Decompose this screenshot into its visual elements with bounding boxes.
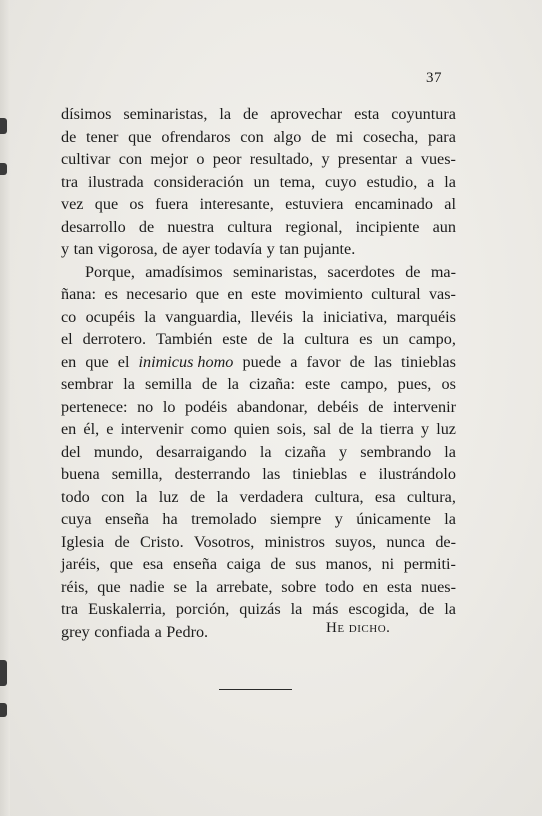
word: este — [222, 330, 248, 348]
binding-mark — [0, 118, 7, 134]
word: de — [368, 397, 384, 416]
text-line — [61, 418, 456, 441]
word: el — [117, 352, 130, 371]
word: del — [61, 442, 81, 461]
word: a — [290, 352, 298, 371]
word: aprovechar — [270, 105, 343, 123]
word: de- — [435, 532, 456, 551]
word: y — [61, 240, 70, 258]
word: e — [359, 465, 367, 483]
word: ilustrada — [88, 172, 144, 191]
word: ma- — [430, 262, 456, 281]
word: la — [219, 105, 232, 123]
word: campo, — [340, 375, 388, 393]
word: Porque, — [85, 262, 135, 281]
word: cuyo — [325, 172, 357, 191]
word: de — [257, 330, 273, 348]
word: consideración — [153, 172, 244, 191]
word: de — [270, 555, 286, 573]
closing-rule — [219, 689, 292, 690]
text-line — [61, 103, 456, 126]
word: cosecha, — [362, 127, 419, 146]
text-line — [61, 508, 456, 531]
word: que — [97, 577, 121, 596]
word: cuya — [61, 510, 92, 528]
word: la — [195, 577, 208, 596]
word: buena — [61, 465, 100, 483]
word: estudio, — [366, 172, 418, 191]
word: a — [154, 622, 162, 641]
signature-text: He dicho. — [326, 620, 391, 636]
word: se — [173, 577, 187, 596]
word: Euskalerria, — [88, 600, 166, 618]
text-line — [61, 463, 456, 486]
word: a — [405, 150, 413, 168]
word: de — [243, 105, 259, 123]
word: él, — [83, 420, 100, 438]
word: este — [251, 285, 277, 303]
word: desarraigando — [155, 442, 247, 461]
word: de — [201, 375, 218, 393]
text-line — [61, 621, 456, 644]
word: las — [262, 465, 281, 483]
word: Iglesia — [61, 532, 105, 551]
text-line — [61, 126, 456, 149]
word: la — [282, 330, 295, 348]
word: incipiente — [355, 217, 420, 236]
word: que — [128, 127, 152, 146]
word: tener — [86, 127, 119, 146]
text-line — [61, 351, 456, 374]
word: o — [196, 150, 205, 168]
word: la — [123, 375, 135, 393]
word: nuestra — [167, 217, 215, 236]
word: en — [61, 420, 77, 438]
word: permiti- — [403, 555, 456, 573]
word: con — [240, 127, 264, 146]
word: y — [420, 420, 430, 438]
word: cizaña — [284, 442, 326, 461]
word: la — [227, 375, 239, 393]
word: esta — [354, 105, 380, 123]
text-line — [61, 396, 456, 419]
signature — [326, 620, 390, 637]
word: tra — [61, 600, 79, 618]
word: cizaña: — [249, 375, 295, 393]
word: luz — [158, 487, 179, 506]
word: con — [118, 150, 143, 168]
word: tan — [73, 240, 94, 258]
word: sobre — [281, 577, 317, 596]
word: puede — [242, 352, 282, 371]
word: movimiento — [284, 285, 363, 303]
word: en — [61, 352, 77, 371]
binding-mark — [0, 703, 7, 717]
word: la — [135, 487, 148, 506]
word: únicamente — [356, 510, 431, 528]
word: en — [227, 285, 243, 303]
word: vas- — [428, 285, 456, 303]
word: ayer — [182, 240, 210, 258]
word: como — [190, 420, 227, 438]
word: seminaristas, — [123, 105, 208, 123]
text-line — [61, 193, 456, 216]
word: la — [302, 307, 314, 326]
word: e — [106, 420, 114, 438]
word: necesario — [126, 285, 188, 303]
word: tinieblas — [292, 465, 348, 483]
word: porción, — [175, 600, 230, 618]
word: que — [109, 555, 134, 573]
text-line — [61, 486, 456, 509]
word: la — [444, 172, 456, 191]
word: tema, — [279, 172, 316, 191]
word: verdadera — [239, 487, 304, 506]
word: ilustrándolo — [378, 465, 456, 483]
word: de — [61, 127, 77, 146]
word: resultado, — [249, 150, 314, 168]
word: la — [259, 442, 272, 461]
word: las — [374, 352, 392, 371]
word: esta — [386, 577, 413, 596]
word: algo — [273, 127, 302, 146]
word: regional, — [285, 217, 343, 236]
word: Pedro. — [166, 622, 209, 641]
word: tierra — [379, 420, 414, 438]
word: sus — [295, 555, 316, 573]
word: y — [321, 150, 330, 168]
word: de — [311, 127, 327, 146]
page-number: 37 — [426, 70, 442, 86]
word: vigorosa, — [97, 240, 158, 258]
word: Vosotros, — [193, 532, 255, 551]
word: quizás — [239, 600, 281, 618]
word: manos, — [325, 555, 372, 573]
word: pues, — [397, 375, 432, 393]
word: co — [61, 307, 77, 326]
text-line — [61, 283, 456, 306]
word: la — [290, 600, 303, 618]
word: aun — [432, 217, 456, 236]
word: en — [362, 577, 379, 596]
text-line — [61, 306, 456, 329]
word: jaréis, — [61, 555, 101, 573]
binding-mark — [0, 660, 7, 686]
word: cultura, — [406, 487, 456, 506]
word: iniciativa, — [323, 307, 388, 326]
text-line — [61, 531, 456, 554]
word: ofrendaros — [161, 127, 231, 146]
text-line — [61, 373, 456, 396]
word: que — [94, 195, 119, 213]
word: más — [312, 600, 339, 618]
word: arrebate, — [216, 577, 273, 596]
word: de — [162, 240, 178, 258]
word: presentar — [337, 150, 398, 168]
word: fuera — [155, 195, 189, 213]
text-line — [61, 261, 456, 284]
word: todavía — [214, 240, 263, 258]
word: de — [405, 262, 421, 281]
word: derrotero. — [82, 330, 146, 348]
word: a — [427, 172, 435, 191]
text-line — [61, 328, 456, 351]
word: la — [444, 442, 456, 461]
word: que — [195, 285, 220, 303]
word: os — [441, 375, 456, 393]
word: esa — [142, 555, 164, 573]
word: coyuntura — [391, 105, 456, 123]
word: luz — [436, 420, 456, 438]
word: esa — [374, 487, 396, 506]
word: enseña — [104, 510, 149, 528]
word: debéis — [317, 397, 359, 416]
word: la — [144, 307, 156, 326]
word: ministros — [264, 532, 325, 551]
word: quien — [233, 420, 270, 438]
word: estuviera — [285, 195, 344, 213]
word: todo — [325, 577, 354, 596]
word: tinieblas — [401, 352, 456, 371]
word: pujante. — [303, 240, 356, 258]
text-line — [61, 598, 456, 621]
word: nues- — [420, 577, 456, 596]
word: vanguardia, — [165, 307, 242, 326]
word: al — [444, 195, 456, 213]
word: mundo, — [93, 442, 143, 461]
word: la — [360, 420, 373, 438]
word: cultural — [371, 285, 421, 303]
word: escogida, — [348, 600, 410, 618]
word: el — [61, 330, 73, 348]
text-line — [61, 238, 456, 261]
word: mejor — [150, 150, 189, 168]
word: que — [85, 352, 109, 371]
word: os — [129, 195, 144, 213]
word: de — [138, 217, 155, 236]
word: semilla — [145, 375, 192, 393]
word: no — [137, 397, 154, 416]
word: intervenir — [120, 420, 184, 438]
word: un — [253, 172, 270, 191]
word: de — [349, 352, 365, 371]
word: cultivar — [61, 150, 111, 168]
word: peor — [212, 150, 242, 168]
word: de — [114, 532, 130, 551]
word: mi — [336, 127, 354, 146]
word: confiada — [94, 622, 151, 641]
word: cultura — [304, 330, 350, 348]
word: Cristo. — [140, 532, 184, 551]
word: lo — [162, 397, 176, 416]
word: vez — [61, 195, 84, 213]
word: la — [444, 510, 456, 528]
word: amadísimos — [145, 262, 223, 281]
word: caiga — [226, 555, 261, 573]
word: ñana: — [61, 285, 97, 303]
text-line — [61, 216, 456, 239]
text-line — [61, 441, 456, 464]
word: intervenir — [393, 397, 456, 416]
italic-word: inimicus homo — [138, 352, 234, 371]
text-line — [61, 576, 456, 599]
word: cultura — [227, 217, 273, 236]
word: marquéis — [396, 307, 456, 326]
binding-mark — [0, 163, 7, 175]
word: encaminado — [354, 195, 433, 213]
word: un — [382, 330, 399, 348]
word: tremolado — [191, 510, 257, 528]
word: y — [334, 510, 343, 528]
word: ocupéis — [85, 307, 136, 326]
word: tra — [61, 172, 79, 191]
word: suyos, — [335, 532, 377, 551]
word: es — [104, 285, 118, 303]
word: siempre — [270, 510, 322, 528]
word: réis, — [61, 577, 89, 596]
word: grey — [61, 622, 90, 641]
word: y — [266, 240, 275, 258]
word: sacerdotes — [327, 262, 395, 281]
word: la — [444, 600, 456, 618]
word: sembrar — [61, 375, 114, 393]
word: de — [189, 487, 206, 506]
word: todo — [61, 487, 90, 506]
word: la — [216, 487, 229, 506]
word: campo, — [408, 330, 456, 348]
word: ha — [162, 510, 178, 528]
text-line — [61, 171, 456, 194]
word: nadie — [129, 577, 165, 596]
word: enseña — [172, 555, 218, 573]
word: pertenece: — [61, 397, 128, 416]
word: interesante, — [199, 195, 274, 213]
word: seminaristas, — [232, 262, 318, 281]
body-text — [61, 103, 456, 643]
word: También — [155, 330, 213, 348]
text-line — [61, 148, 456, 171]
word: sembrando — [360, 442, 432, 461]
word: ni — [381, 555, 395, 573]
word: sois, — [276, 420, 307, 438]
word: podéis — [185, 397, 228, 416]
word: desarrollo — [61, 217, 126, 236]
word: de — [338, 420, 354, 438]
word: dísimos — [61, 105, 112, 123]
word: abandonar, — [236, 397, 308, 416]
word: para — [428, 127, 456, 146]
word: y — [339, 442, 348, 461]
word: desterrando — [174, 465, 251, 483]
word: es — [359, 330, 373, 348]
word: semilla, — [111, 465, 163, 483]
word: cultura, — [314, 487, 364, 506]
word: nunca — [386, 532, 426, 551]
word: llevéis — [250, 307, 293, 326]
word: sal — [313, 420, 332, 438]
word: de — [419, 600, 435, 618]
word: vues- — [420, 150, 456, 168]
word: este — [305, 375, 331, 393]
word: favor — [306, 352, 341, 371]
word: tan — [279, 240, 300, 258]
text-line — [61, 553, 456, 576]
word: con — [101, 487, 125, 506]
